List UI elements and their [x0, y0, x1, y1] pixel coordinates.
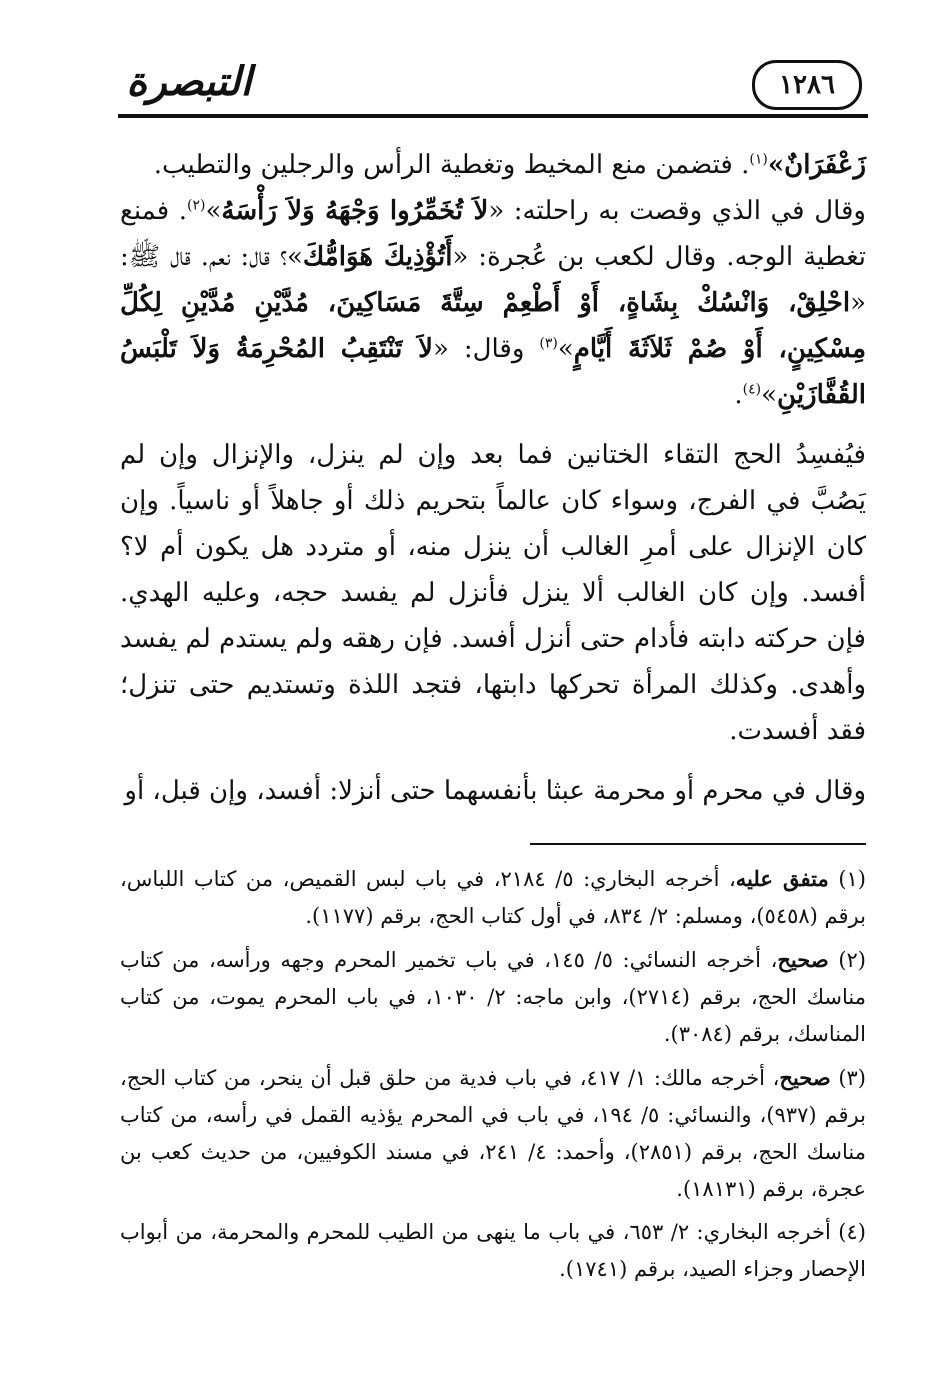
page-number: ١٢٨٦ — [752, 60, 862, 110]
hadith-text: لاَ تُخَمِّرُوا وَجْهَهُ وَلاَ رَأْسَهُ — [221, 196, 489, 226]
footnote-grade: متفق عليه — [735, 866, 829, 891]
footnotes — [120, 860, 866, 1294]
footnote-text: ، أخرجه البخاري: ٥/ ٢١٨٤، في باب لبس القميص، من كتاب اللباس، برقم (٥٤٥٨)، ومسلم: ٢/ ٨٣٤، في أول كتاب الحج، برقم (١١٧٧). — [120, 867, 866, 928]
paragraph-4: وقال في محرم أو محرمة عبثا بأنفسهما حتى أنزلا: أفسد، وإن قبل، أو — [124, 776, 866, 806]
body-text: . فتضمن منع المخيط وتغطية الرأس والرجلين والتطيب. — [153, 150, 750, 180]
footnote-1 — [120, 860, 866, 935]
paragraph-3: فيُفسِدُ الحج التقاء الختانين فما بعد وإن لم ينزل، والإنزال وإن لم يَصُبَّ في الفرج، وسواء كان عالماً بتحريم ذلك أو جاهلاً أو ناسياً. وإن كان الإنزال على أمرِ الغالب أن ينزل منه، أو متردد هل يكون أم لا؟ أفسد. وإن كان الغالب ألا ينزل فأنزل لم يفسد حجه، وعليه الهدي. فإن حركته دابته فأدام حتى أنزل أفسد. فإن رهقه ولم يستدم لم يفسد وأهدى. وكذلك المرأة تحركها دابتها، فتجد اللذة وتستديم حتى تنزل؛ فقد أفسدت. — [120, 440, 866, 746]
footnote-text: ، أخرجه مالك: ١/ ٤١٧، في باب فدية من حلق قبل أن ينحر، من كتاب الحج، برقم (٩٣٧)، والنسائي: ٥/ ١٩٤، في باب في المحرم يؤذيه القمل في رأسه، من كتاب مناسك الحج، برقم (٢٨٥١)، وأحمد: ٤/ ٢٤١، في مسند الكوفيين، من حديث كعب بن عجرة، برقم (١٨١٣١). — [120, 1066, 866, 1201]
hadith-text: احْلِقْ، وَانْسُكْ بِشَاةٍ، أَوْ أَطْعِمْ سِتَّةَ مَسَاكِينَ، مُدَّيْنِ مُدَّيْنِ لِكُلِّ مِسْكِينٍ، أَوْ صُمْ ثَلاَثَةَ أَيَّامٍ — [120, 288, 866, 364]
book-title: التبصرة — [126, 58, 252, 105]
footnote-ref-4[interactable]: (٤) — [742, 381, 762, 398]
footnote-grade: صحيح — [777, 947, 829, 972]
footnote-ref-1[interactable]: (١) — [749, 151, 768, 168]
hadith-text: لاَ تَنْتَقِبُ المُحْرِمَةُ وَلاَ تَلْبَسُ القُفَّازَيْنِ — [120, 334, 866, 410]
footnote-text: أخرجه البخاري: ٢/ ٦٥٣، في باب ما ينهى من الطيب للمحرم والمحرمة، من أبواب الإحصار وجزاء الصيد، برقم (١٧٤١). — [120, 1220, 866, 1281]
quote-close: » — [557, 334, 574, 364]
body-text: وقال في الذي وقصت به راحلته: « — [488, 196, 866, 226]
hadith-text: أَتُؤْذِيكَ هَوَامُّكَ — [302, 242, 453, 272]
footnote-2 — [120, 941, 866, 1053]
body-text: . — [734, 380, 743, 410]
page-header — [118, 52, 868, 124]
quote-close: » — [205, 196, 222, 226]
footnote-divider — [530, 843, 866, 845]
body-text: وقال: « — [432, 334, 540, 364]
main-text — [120, 142, 866, 814]
footnote-ref-2[interactable]: (٢) — [187, 197, 206, 214]
body-text: »؟ قال: نعم. قال ﷺ: « — [120, 242, 866, 318]
footnote-4 — [120, 1214, 866, 1288]
body-text: . فمنع تغطية الوجه. وقال لكعب بن عُجرة: « — [120, 196, 866, 272]
header-rule — [118, 114, 868, 118]
hadith-text: زَعْفَرَانٌ» — [767, 150, 866, 180]
footnote-text: ، أخرجه النسائي: ٥/ ١٤٥، في باب تخمير المحرم وجهه ورأسه، من كتاب مناسك الحج، برقم (٢٧١٤)، وابن ماجه: ٢/ ١٠٣٠، في باب المحرم يموت، من كتاب المناسك، برقم (٣٠٨٤). — [120, 948, 866, 1046]
footnote-number: (١) — [838, 867, 866, 891]
footnote-number: (٢) — [838, 948, 866, 972]
footnote-number: (٣) — [838, 1066, 866, 1090]
quote-close: » — [761, 380, 778, 410]
paragraph-2 — [120, 188, 866, 418]
footnote-number: (٤) — [838, 1220, 866, 1244]
footnote-3 — [120, 1059, 866, 1208]
paragraph-1 — [120, 142, 866, 188]
footnote-grade: صحيح — [779, 1065, 831, 1090]
footnote-ref-3[interactable]: (٣) — [539, 335, 558, 352]
